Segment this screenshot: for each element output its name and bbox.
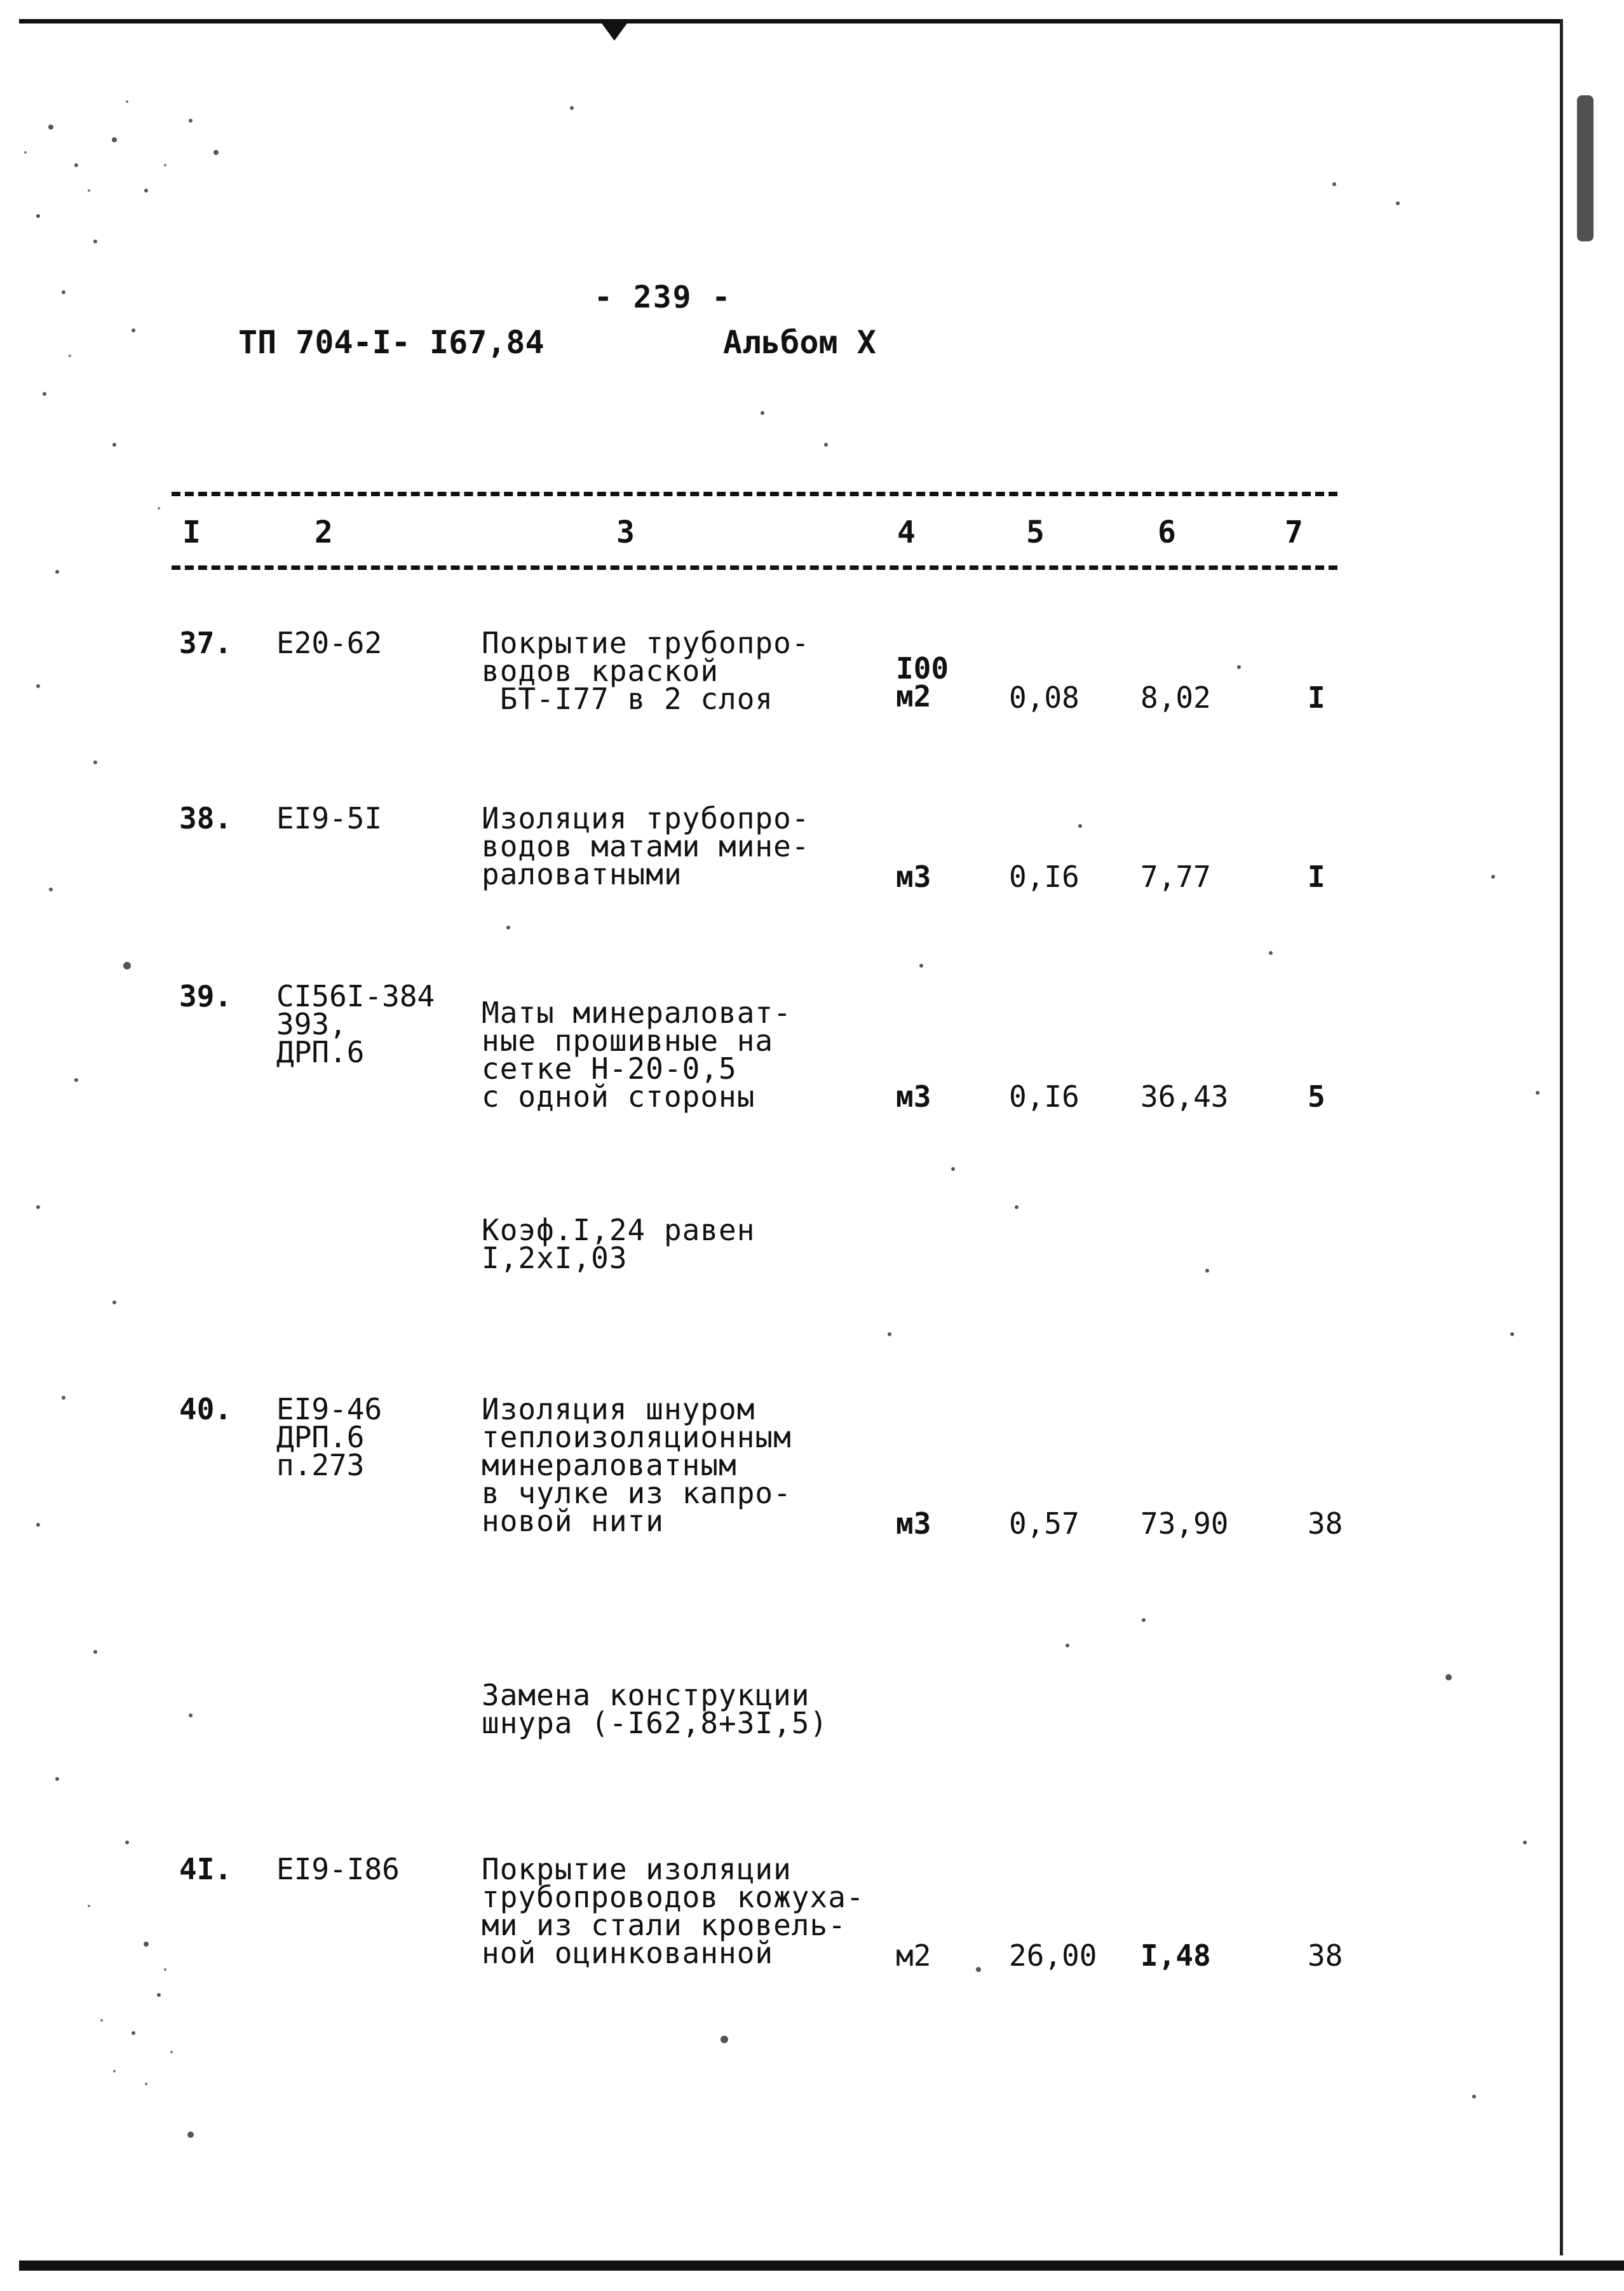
replacement-note: Замена конструкции шнура (-I62,8+3I,5) bbox=[482, 1678, 829, 1740]
unit: м3 bbox=[896, 1506, 931, 1541]
page-number: - 239 - bbox=[594, 280, 732, 315]
unit-price: 7,77 bbox=[1140, 860, 1211, 894]
column-7-value: 38 bbox=[1308, 1506, 1343, 1541]
work-description: Изоляция трубопро- водов матами мине- раловатными bbox=[482, 801, 810, 891]
norm-code: ЕI9-I86 bbox=[276, 1852, 400, 1886]
quantity: 0,I6 bbox=[1009, 1079, 1079, 1114]
column-header-2: 2 bbox=[315, 515, 333, 550]
document-code: ТП 704-I- I67,84 bbox=[238, 324, 545, 361]
work-description: Покрытие трубопро- водов краской БТ-I77 в 2 слоя bbox=[482, 626, 810, 716]
row-number: 38. bbox=[179, 801, 233, 835]
unit: м2 bbox=[896, 1938, 931, 1973]
column-header-7: 7 bbox=[1285, 515, 1303, 550]
unit: м3 bbox=[896, 860, 931, 894]
table-header-top-rule bbox=[172, 492, 1337, 496]
unit-price: I,48 bbox=[1140, 1938, 1211, 1973]
quantity: 26,00 bbox=[1009, 1938, 1097, 1973]
right-edge-line bbox=[1560, 19, 1563, 2255]
row-number: 4I. bbox=[179, 1852, 233, 1886]
top-edge-line bbox=[19, 19, 1563, 24]
column-7-value: 5 bbox=[1308, 1079, 1325, 1114]
column-7-value: 38 bbox=[1308, 1938, 1343, 1973]
norm-code: ЕI9-46 ДРП.6 п.273 bbox=[276, 1392, 382, 1482]
row-number: 39. bbox=[179, 979, 233, 1013]
column-header-4: 4 bbox=[897, 515, 916, 550]
work-description: Маты минераловат- ные прошивные на сетке Н-20-0,5 с одной стороны bbox=[482, 996, 792, 1114]
work-description: Покрытие изоляции трубопроводов кожуха- ми из стали кровель- ной оцинкованной bbox=[482, 1852, 865, 1970]
unit-price: 73,90 bbox=[1140, 1506, 1229, 1541]
row-number: 37. bbox=[179, 626, 233, 660]
column-header-6: 6 bbox=[1158, 515, 1176, 550]
norm-code: ЕI9-5I bbox=[276, 801, 382, 835]
quantity: 0,57 bbox=[1009, 1506, 1079, 1541]
unit-price: 36,43 bbox=[1140, 1079, 1229, 1114]
column-7-value: I bbox=[1308, 860, 1325, 894]
table-header-bottom-rule bbox=[172, 565, 1337, 570]
bottom-edge-line bbox=[19, 2261, 1624, 2271]
column-header-5: 5 bbox=[1026, 515, 1045, 550]
right-edge-blot bbox=[1577, 95, 1594, 241]
quantity: 0,08 bbox=[1009, 680, 1079, 715]
work-description: Изоляция шнуром теплоизоляционным минераловатным в чулке из капро- новой нити bbox=[482, 1392, 792, 1538]
unit: I00 м2 bbox=[896, 651, 949, 713]
column-header-1: I bbox=[182, 515, 201, 550]
album-label: Альбом X bbox=[723, 324, 876, 361]
column-header-3: 3 bbox=[616, 515, 635, 550]
quantity: 0,I6 bbox=[1009, 860, 1079, 894]
top-edge-notch bbox=[600, 22, 628, 41]
norm-code: Е20-62 bbox=[276, 626, 382, 660]
coefficient-note: Коэф.I,24 равен I,2хI,03 bbox=[482, 1213, 755, 1275]
unit-price: 8,02 bbox=[1140, 680, 1211, 715]
unit: м3 bbox=[896, 1079, 931, 1114]
column-7-value: I bbox=[1308, 680, 1325, 715]
row-number: 40. bbox=[179, 1392, 233, 1426]
norm-code: СI56I-384 393, ДРП.6 bbox=[276, 979, 435, 1069]
